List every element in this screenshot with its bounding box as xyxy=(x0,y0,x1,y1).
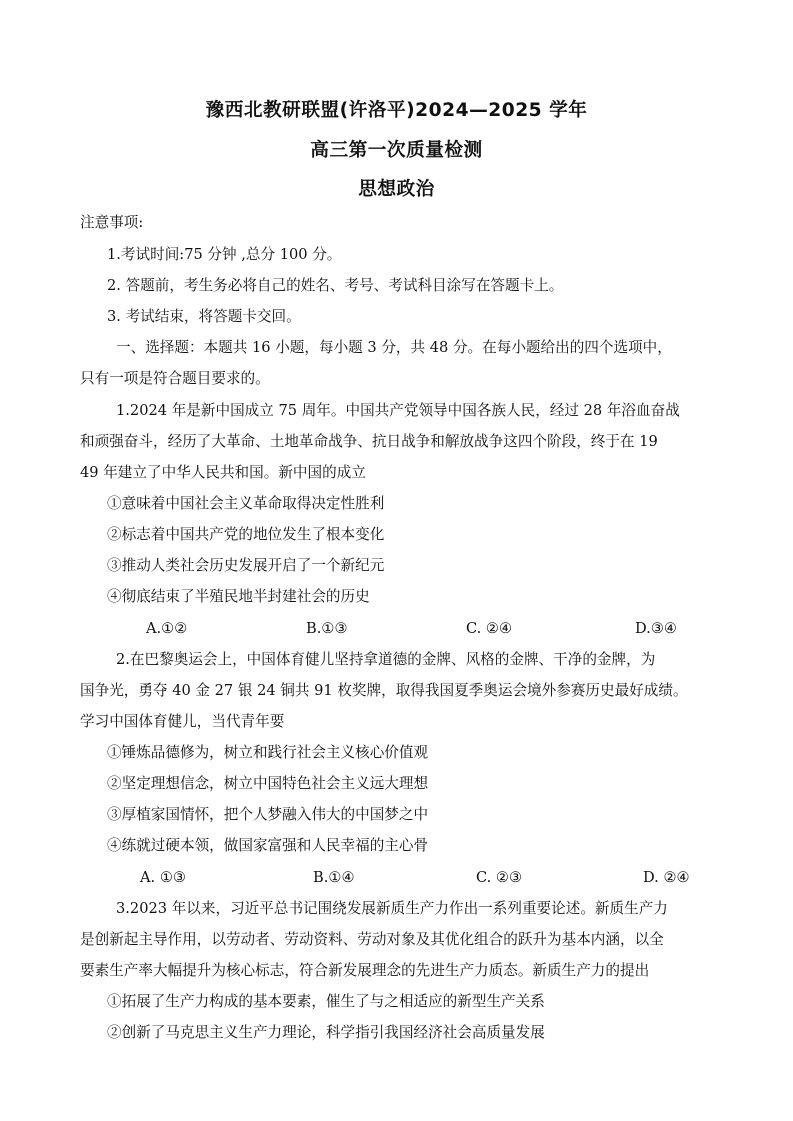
question-1-stem: 49 年建立了中华人民共和国。新中国的成立 xyxy=(80,464,366,481)
exam-subtitle: 高三第一次质量检测 xyxy=(310,140,483,161)
question-2-option-b[interactable]: B.①④ xyxy=(313,869,355,886)
exam-title: 豫西北教研联盟(许洛平)2024—2025 学年 xyxy=(205,100,588,121)
question-1-item: ①意味着中国社会主义革命取得决定性胜利 xyxy=(107,495,385,512)
question-1-stem: 和顽强奋斗，经历了大革命、土地革命战争、抗日战争和解放战争这四个阶段，终于在 19 xyxy=(80,433,658,450)
question-1-stem: 1.2024 年是新中国成立 75 周年。中国共产党领导中国各族人民，经过 28 年浴血奋战 xyxy=(116,402,680,419)
question-2-stem: 2.在巴黎奥运会上，中国体育健儿坚持拿道德的金牌、风格的金牌、干净的金牌，为 xyxy=(116,651,656,668)
question-3-stem: 3.2023 年以来，习近平总书记围绕发展新质生产力作出一系列重要论述。新质生产力 xyxy=(116,900,668,917)
question-2-stem: 学习中国体育健儿，当代青年要 xyxy=(80,713,285,730)
question-2-item: ②坚定理想信念，树立中国特色社会主义远大理想 xyxy=(107,775,429,792)
question-2-option-d[interactable]: D. ②④ xyxy=(643,869,690,886)
question-3-item: ①拓展了生产力构成的基本要素，催生了与之相适应的新型生产关系 xyxy=(107,993,545,1010)
question-2-item: ③厚植家国情怀，把个人梦融入伟大的中国梦之中 xyxy=(107,806,429,823)
section-intro: 只有一项是符合题目要求的。 xyxy=(80,370,270,387)
notice-heading: 注意事项: xyxy=(80,214,144,231)
question-1-item: ②标志着中国共产党的地位发生了根本变化 xyxy=(107,526,385,543)
question-3-stem: 要素生产率大幅提升为核心标志，符合新发展理念的先进生产力质态。新质生产力的提出 xyxy=(80,962,650,979)
question-2-stem: 国争光，勇夺 40 金 27 银 24 铜共 91 枚奖牌，取得我国夏季奥运会境外参赛历史最好成绩。 xyxy=(80,682,688,699)
notice-item: 2. 答题前，考生务必将自己的姓名、考号、考试科目涂写在答题卡上。 xyxy=(107,277,564,294)
question-2-item: ①锤炼品德修为，树立和践行社会主义核心价值观 xyxy=(107,744,429,761)
question-1-option-c[interactable]: C. ②④ xyxy=(466,620,513,637)
question-1-option-d[interactable]: D.③④ xyxy=(635,620,677,637)
question-1-item: ③推动人类社会历史发展开启了一个新纪元 xyxy=(107,557,385,574)
section-intro: 一、选择题：本题共 16 小题，每小题 3 分，共 48 分。在每小题给出的四个选项中， xyxy=(116,339,672,356)
question-2-option-a[interactable]: A. ①③ xyxy=(140,869,186,886)
subject-title: 思想政治 xyxy=(358,179,435,200)
notice-item: 1.考试时间:75 分钟 ,总分 100 分。 xyxy=(107,246,342,263)
question-1-item: ④彻底结束了半殖民地半封建社会的历史 xyxy=(107,588,370,605)
question-2-item: ④练就过硬本领，做国家富强和人民幸福的主心骨 xyxy=(107,837,429,854)
notice-item: 3. 考试结束，将答题卡交回。 xyxy=(107,308,301,325)
question-1-option-a[interactable]: A.①② xyxy=(146,620,188,637)
question-3-stem: 是创新起主导作用，以劳动者、劳动资料、劳动对象及其优化组合的跃升为基本内涵，以全 xyxy=(80,931,664,948)
question-2-option-c[interactable]: C. ②③ xyxy=(476,869,523,886)
question-1-option-b[interactable]: B.①③ xyxy=(306,620,348,637)
question-3-item: ②创新了马克思主义生产力理论，科学指引我国经济社会高质量发展 xyxy=(107,1024,545,1041)
